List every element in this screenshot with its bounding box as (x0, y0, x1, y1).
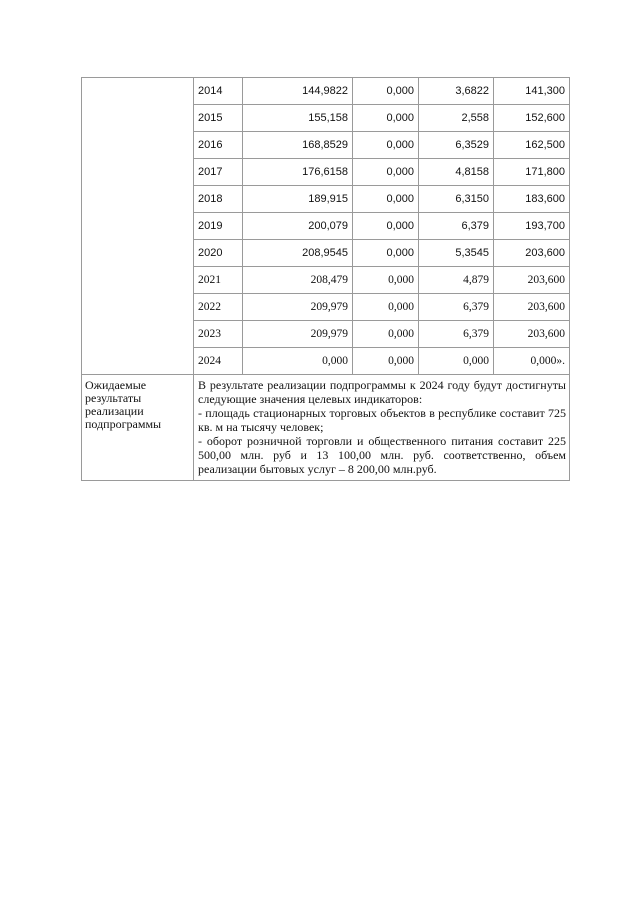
value-cell: 193,700 (494, 213, 570, 240)
expected-results-paragraph: - оборот розничной торговли и общественного питания составит 225 500,00 млн. руб и 13 100,00 млн. руб. соответственно, объем реализации бытовых услуг – 8 200,00 млн.руб. (198, 434, 566, 476)
value-cell: 0,000 (353, 186, 419, 213)
expected-results-paragraph: В результате реализации подпрограммы к 2024 году будут достигнуты следующие значения целевых индикаторов: (198, 378, 566, 406)
value-cell: 0,000 (353, 213, 419, 240)
value-cell: 4,879 (419, 267, 494, 294)
value-cell: 0,000 (353, 159, 419, 186)
total-cell: 209,979 (243, 294, 353, 321)
total-cell: 209,979 (243, 321, 353, 348)
year-cell: 2017 (194, 159, 243, 186)
value-cell: 141,300 (494, 78, 570, 105)
year-cell: 2024 (194, 348, 243, 375)
expected-results-text (194, 375, 570, 481)
total-cell: 155,158 (243, 105, 353, 132)
expected-results-row (82, 375, 570, 481)
value-cell: 6,379 (419, 294, 494, 321)
total-cell: 0,000 (243, 348, 353, 375)
expected-results-paragraph: - площадь стационарных торговых объектов в республике составит 725 кв. м на тысячу человек; (198, 406, 566, 434)
total-cell: 189,915 (243, 186, 353, 213)
total-cell: 208,9545 (243, 240, 353, 267)
year-cell: 2019 (194, 213, 243, 240)
value-cell: 203,600 (494, 267, 570, 294)
expected-results-label: Ожидаемые результаты реализации подпрограммы (82, 375, 194, 481)
value-cell: 5,3545 (419, 240, 494, 267)
value-cell: 2,558 (419, 105, 494, 132)
total-cell: 168,8529 (243, 132, 353, 159)
year-cell: 2023 (194, 321, 243, 348)
financing-table (81, 77, 570, 481)
value-cell: 0,000 (419, 348, 494, 375)
value-cell: 0,000 (353, 267, 419, 294)
value-cell: 203,600 (494, 240, 570, 267)
value-cell: 3,6822 (419, 78, 494, 105)
value-cell: 6,3529 (419, 132, 494, 159)
total-cell: 200,079 (243, 213, 353, 240)
value-cell: 6,379 (419, 321, 494, 348)
value-cell: 183,600 (494, 186, 570, 213)
year-cell: 2021 (194, 267, 243, 294)
value-cell: 203,600 (494, 294, 570, 321)
value-cell: 0,000 (353, 294, 419, 321)
value-cell: 152,600 (494, 105, 570, 132)
value-cell: 6,379 (419, 213, 494, 240)
value-cell: 0,000». (494, 348, 570, 375)
value-cell: 203,600 (494, 321, 570, 348)
value-cell: 0,000 (353, 132, 419, 159)
value-cell: 162,500 (494, 132, 570, 159)
year-cell: 2020 (194, 240, 243, 267)
year-cell: 2022 (194, 294, 243, 321)
value-cell: 4,8158 (419, 159, 494, 186)
year-cell: 2015 (194, 105, 243, 132)
value-cell: 0,000 (353, 105, 419, 132)
value-cell: 0,000 (353, 240, 419, 267)
value-cell: 0,000 (353, 348, 419, 375)
financing-table-body (82, 78, 570, 481)
total-cell: 144,9822 (243, 78, 353, 105)
empty-label-cell (82, 78, 194, 375)
year-cell: 2018 (194, 186, 243, 213)
year-cell: 2016 (194, 132, 243, 159)
value-cell: 6,3150 (419, 186, 494, 213)
year-cell: 2014 (194, 78, 243, 105)
total-cell: 208,479 (243, 267, 353, 294)
value-cell: 0,000 (353, 78, 419, 105)
value-cell: 171,800 (494, 159, 570, 186)
table-row (82, 78, 570, 105)
total-cell: 176,6158 (243, 159, 353, 186)
value-cell: 0,000 (353, 321, 419, 348)
